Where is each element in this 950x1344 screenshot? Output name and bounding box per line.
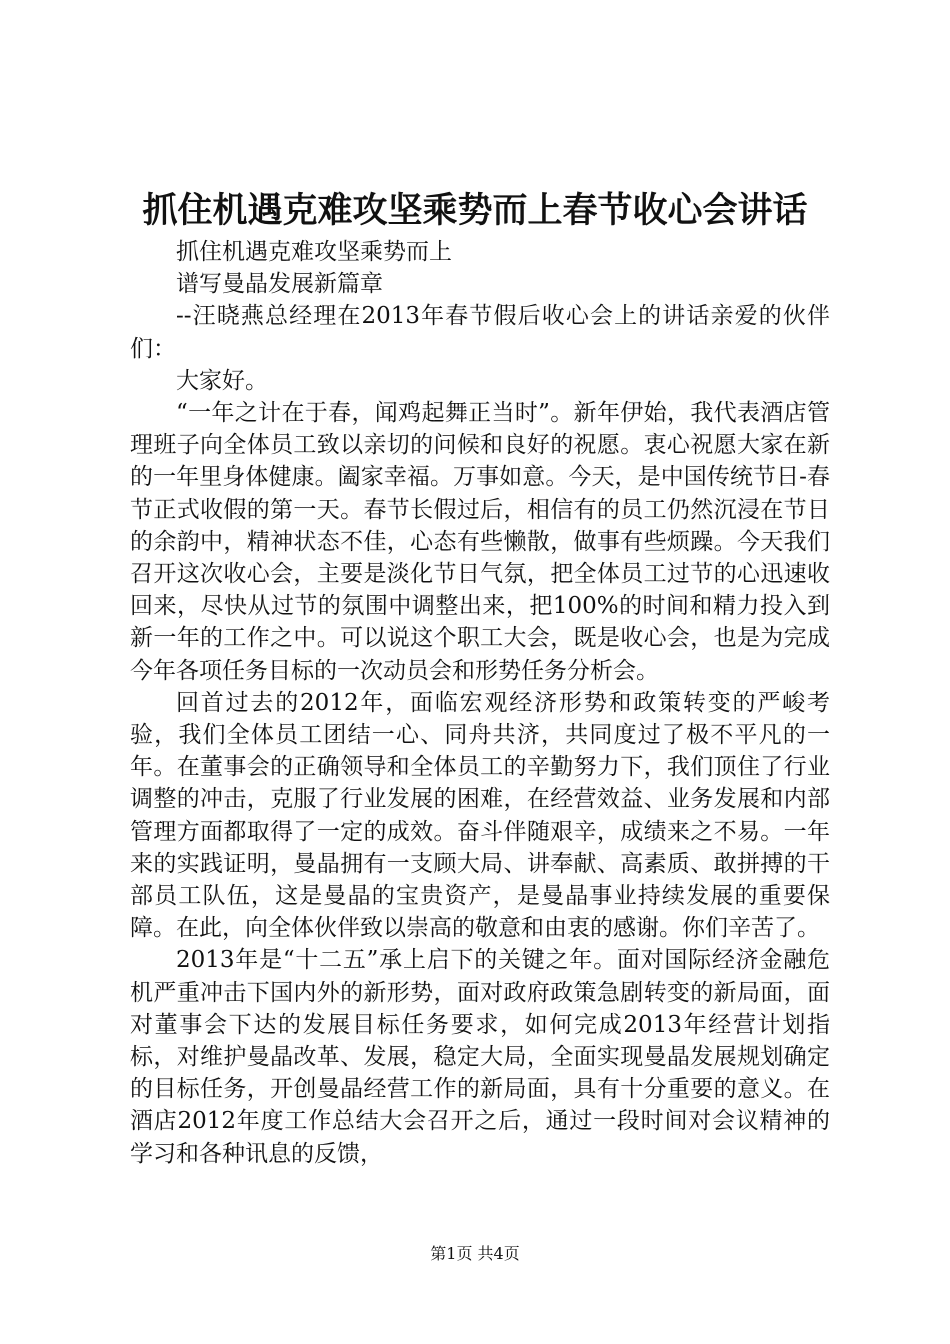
document-title: 抓住机遇克难攻坚乘势而上春节收心会讲话	[142, 190, 808, 231]
document-body	[130, 236, 830, 1170]
body-paragraph: 回首过去的2012年，面临宏观经济形势和政策转变的严峻考验，我们全体员工团结一心、同舟共济，共同度过了极不平凡的一年。在董事会的正确领导和全体员工的辛勤努力下，我们顶住了行业调整的冲击，克服了行业发展的困难，在经营效益、业务发展和内部管理方面都取得了一定的成效。奋斗伴随艰辛，成绩来之不易。一年来的实践证明，曼晶拥有一支顾大局、讲奉献、高素质、敢拼搏的干部员工队伍，这是曼晶的宝贵资产，是曼晶事业持续发展的重要保障。在此，向全体伙伴致以崇高的敬意和由衷的感谢。你们辛苦了。	[130, 689, 830, 942]
subtitle-line-1: 抓住机遇克难攻坚乘势而上	[176, 239, 452, 265]
speaker-line: --汪晓燕总经理在2013年春节假后收心会上的讲话亲爱的伙伴们：	[130, 303, 830, 362]
subtitle-line-2: 谱写曼晶发展新篇章	[176, 271, 383, 298]
body-paragraph: “一年之计在于春，闻鸡起舞正当时”。新年伊始，我代表酒店管理班子向全体员工致以亲切的问候和良好的祝愿。衷心祝愿大家在新的一年里身体健康。阖家幸福。万事如意。今天，是中国传统节日-春节正式收假的第一天。春节长假过后，相信有的员工仍然沉浸在节日的余韵中，精神状态不佳，心态有些懒散，做事有些烦躁。今天我们召开这次收心会，主要是淡化节日气氛，把全体员工过节的心迅速收回来，尽快从过节的氛围中调整出来，把100%的时间和精力投入到新一年的工作之中。可以说这个职工大会，既是收心会，也是为完成今年各项任务目标的一次动员会和形势任务分析会。	[130, 400, 830, 684]
body-paragraph: 2013年是“十二五”承上启下的关键之年。面对国际经济金融危机严重冲击下国内外的新形势，面对政府政策急剧转变的新局面，面对董事会下达的发展目标任务要求，如何完成2013年经营计划指标，对维护曼晶改革、发展，稳定大局，全面实现曼晶发展规划确定的目标任务，开创曼晶经营工作的新局面，具有十分重要的意义。在酒店2012年度工作总结大会召开之后，通过一段时间对会议精神的学习和各种讯息的反馈，	[130, 947, 830, 1167]
greeting: 大家好。	[176, 367, 268, 394]
page-footer: 第1页 共4页	[430, 1244, 520, 1263]
